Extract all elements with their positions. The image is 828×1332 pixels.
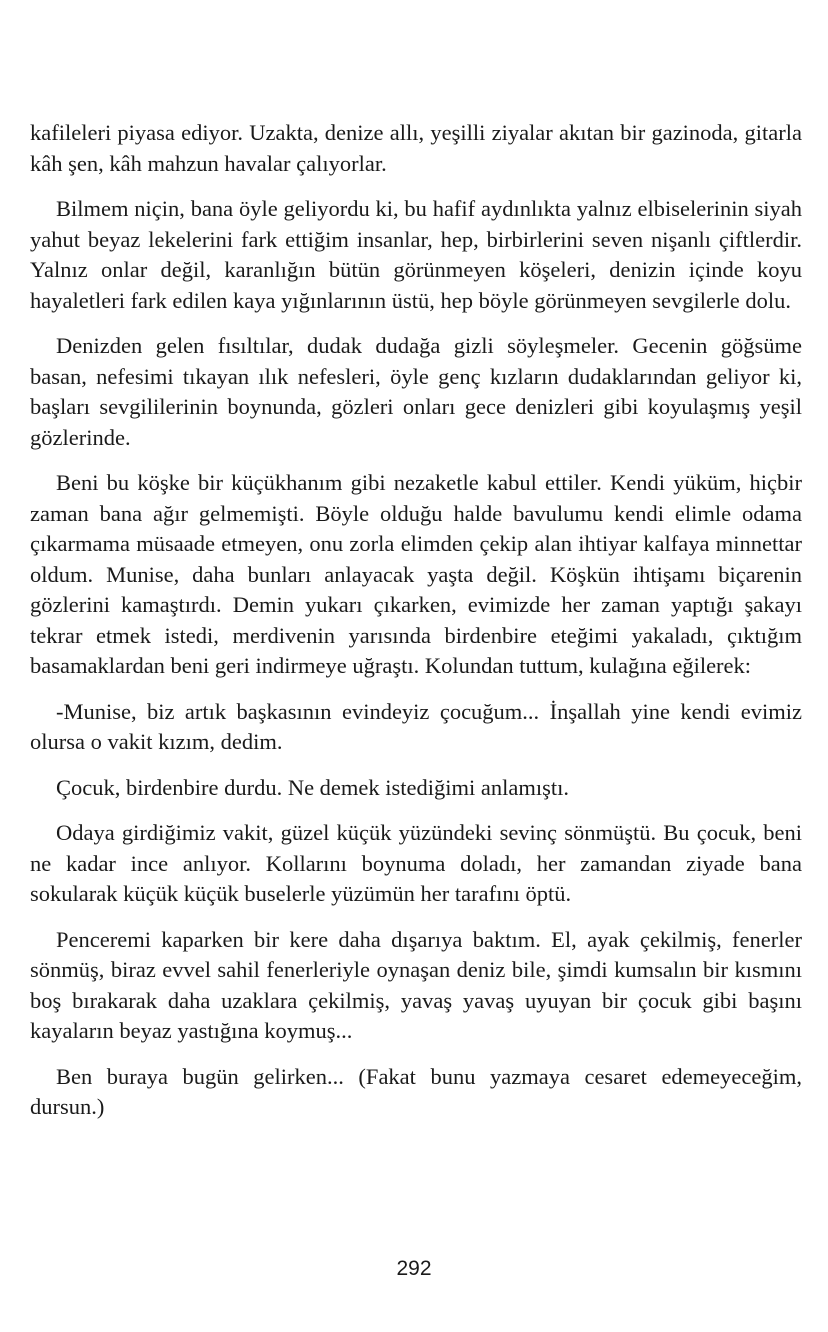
paragraph: kafileleri piyasa ediyor. Uzakta, denize allı, yeşilli ziyalar akıtan bir gazinoda, gitarla kâh şen, kâh mahzun havalar çalıyorlar. [30,120,802,176]
paragraph: Ben buraya bugün gelirken... (Fakat bunu yazmaya cesaret edemeyeceğim, dursun.) [30,1063,802,1119]
paragraph: Bilmem niçin, bana öyle geliyordu ki, bu hafif aydınlıkta yalnız elbiselerinin siyah yahut beyaz lekelerini fark ettiğim insanlar, hep, birbirlerini seven nişanlı çiftlerdir. Yalnız onlar değil, karanlığın bütün görünmeyen köşeleri, denizin içinde koyu hayaletleri fark edilen kaya yığınlarının üstü, hep böyle görünmeyen sevgilerle dolu. [30,196,802,313]
page-body [30,118,802,1138]
paragraph: Çocuk, birdenbire durdu. Ne demek istediğimi anlamıştı. [56,774,570,800]
paragraph: Penceremi kaparken bir kere daha dışarıya baktım. El, ayak çekilmiş, fenerler sönmüş, biraz evvel sahil fenerleriyle oynaşan deniz bile, şimdi kumsalın bir kısmını boş bırakarak daha uzaklara çekilmiş, yavaş yavaş uyuyan bir çocuk gibi başını kayaların beyaz yastığına koymuş... [30,926,802,1043]
paragraph: Beni bu köşke bir küçükhanım gibi nezaketle kabul ettiler. Kendi yüküm, hiçbir zaman bana ağır gelmemişti. Böyle olduğu halde bavulumu kendi elimle odama çıkarmama müsaade etmeyen, onu zorla elimden çekip alan ihtiyar kalfaya minnettar oldum. Munise, daha bunları anlayacak yaşta değil. Köşkün ihtişamı biçarenin gözlerini kamaştırdı. Demin yukarı çıkarken, evimizde her zaman yaptığı şakayı tekrar etmek istedi, merdivenin yarısında birdenbire eteğimi yakaladı, çıktığım basamaklardan beni geri indirmeye uğraştı. Kolundan tuttum, kulağına eğilerek: [30,470,802,678]
page-number: 292 [396,1257,432,1280]
paragraph: -Munise, biz artık başkasının evindeyiz çocuğum... İnşallah yine kendi evimiz olursa o vakit kızım, dedim. [30,698,802,754]
paragraph: Denizden gelen fısıltılar, dudak dudağa gizli söyleşmeler. Gecenin göğsüme basan, nefesimi tıkayan ılık nefesleri, öyle genç kızların dudaklarından geliyor ki, başları sevgililerinin boynunda, gözleri onları gece denizleri gibi koyulaşmış yeşil gözlerinde. [30,333,802,450]
paragraph: Odaya girdiğimiz vakit, güzel küçük yüzündeki sevinç sönmüştü. Bu çocuk, beni ne kadar ince anlıyor. Kollarını boynuma doladı, her zamandan ziyade bana sokularak küçük küçük buselerle yüzümün her tarafını öptü. [30,820,802,906]
